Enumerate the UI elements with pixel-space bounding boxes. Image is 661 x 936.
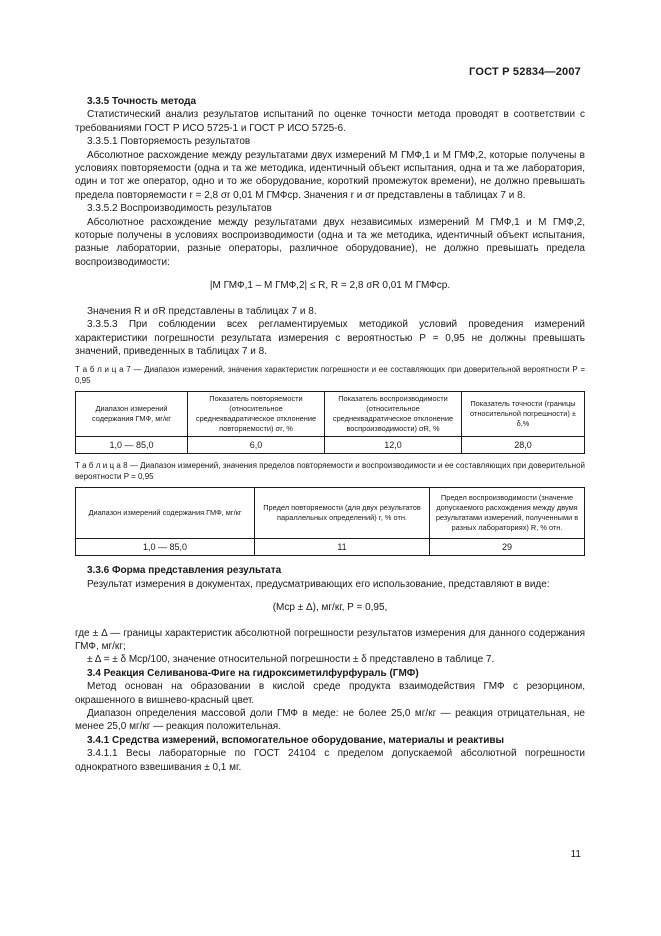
- table-8-header-cell: Предел повторяемости (для двух результатов параллельных определений) r, % отн.: [255, 488, 430, 539]
- section-3-3-6-text: Результат измерения в документах, предусматривающих его использование, представляют в виде:: [87, 578, 550, 590]
- section-3-3-5-2-text: Абсолютное расхождение между результатами двух независимых измерений M ГМФ,1 и M ГМФ,2, которые получены в условиях воспроизводимости (одна и та же методика, идентичный объект испытания, разные лаборатории, разные операторы, различное оборудование), не должно превышать предела воспроизводимости:: [75, 216, 585, 268]
- table-8-cell: 29: [430, 539, 585, 556]
- legend-relative: ± Δ = ± δ Mср/100, значение относительной погрешности ± δ представлено в таблице 7.: [87, 654, 495, 666]
- section-3-3-5-2-title: 3.3.5.2 Воспроизводимость результатов: [87, 203, 272, 215]
- section-3-3-5-3-text: 3.3.5.3 При соблюдении всех регламентируемых методикой условий проведения измерений характеристики погрешности результата измерения с вероятностью P = 0,95 не должны превышать значений, приведенных в таблицах 7 и 8.: [75, 319, 585, 357]
- standard-header: ГОСТ Р 52834—2007: [469, 66, 581, 78]
- table-7-header-cell: Показатель точности (границы относительной погрешности) ± δ,%: [462, 392, 585, 437]
- legend-delta: где ± Δ — границы характеристик абсолютной погрешности результатов измерения для данного содержания ГМФ, мг/кг;: [75, 627, 585, 652]
- table-7: [75, 391, 585, 454]
- page-number: 11: [570, 849, 581, 860]
- table-row: [76, 437, 585, 454]
- section-3-3-6-title: 3.3.6 Форма представления результата: [87, 565, 282, 577]
- table-7-header-cell: Показатель воспроизводимости (относительное среднеквадратическое отклонение воспроизводимости) σR, %: [325, 392, 462, 437]
- section-3-4-title: 3.4 Реакция Селиванова-Фиге на гидроксиметилфурфураль (ГМФ): [87, 667, 419, 679]
- section-3-3-5-title: 3.3.5 Точность метода: [87, 96, 197, 107]
- table-8: [75, 487, 585, 556]
- table-8-caption: Т а б л и ц а 8 — Диапазон измерений, значения пределов повторяемости и воспроизводимости и ее составляющих при доверительной вероятности P = 0,95: [75, 461, 585, 482]
- table-row: [76, 539, 585, 556]
- section-3-4-1-title: 3.4.1 Средства измерений, вспомогательное оборудование, материалы и реактивы: [87, 734, 505, 746]
- formula-result: (Mср ± Δ), мг/кг, P = 0,95,: [272, 602, 388, 614]
- table-7-cell: 6,0: [188, 437, 325, 454]
- section-3-4-range: Диапазон определения массовой доли ГМФ в меде: не более 25,0 мг/кг — реакция отрицательная, не менее 25,0 мг/кг — реакция положительная.: [75, 707, 585, 733]
- table-8-cell: 1,0 — 85,0: [76, 539, 255, 556]
- document-body: [75, 95, 585, 774]
- section-3-4-1-1-text: 3.4.1.1 Весы лабораторные по ГОСТ 24104 с пределом допускаемой абсолютной погрешности однократного взвешивания ± 0,1 мг.: [75, 748, 585, 773]
- table-8-header-cell: Диапазон измерений содержания ГМФ, мг/кг: [76, 488, 255, 539]
- table-7-header-cell: Диапазон измерений содержания ГМФ, мг/кг: [76, 392, 188, 437]
- section-3-3-5-text: Статистический анализ результатов испытаний по оценке точности метода проводят в соответствии с требованиями ГОСТ Р ИСО 5725-1 и ГОСТ Р ИСО 5725-6.: [75, 109, 585, 134]
- section-3-3-5-2-after: Значения R и σR представлены в таблицах 7 и 8.: [87, 305, 317, 317]
- table-7-cell: 12,0: [325, 437, 462, 454]
- section-3-3-5-1-text: Абсолютное расхождение между результатами двух измерений M ГМФ,1 и M ГМФ,2, которые получены в условиях повторяемости (одна и та же методика, идентичный объект испытания, одна и та же лаборатория, один и тот же оператор, одно и то же оборудование, короткий промежуток времени), не должно превышать предела повторяемости r = 2,8 σr 0,01 M ГМФср. Значения r и σr представлены в таблицах 7 и 8.: [75, 149, 585, 201]
- formula-reproducibility: |M ГМФ,1 – M ГМФ,2| ≤ R, R = 2,8 σR 0,01 M ГМФср.: [209, 280, 451, 292]
- table-7-cell: 28,0: [462, 437, 585, 454]
- table-8-header-row: [76, 488, 585, 539]
- table-7-header-row: [76, 392, 585, 437]
- section-3-3-5-1-title: 3.3.5.1 Повторяемость результатов: [87, 136, 251, 148]
- section-3-4-text: Метод основан на образовании в кислой среде продукта взаимодействия ГМФ с резорцином, окрашенного в вишнево-красный цвет.: [75, 681, 585, 706]
- table-8-cell: 11: [255, 539, 430, 556]
- table-8-header-cell: Предел воспроизводимости (значение допускаемого расхождения между двумя результатами измерений, полученными в разных лабораториях) R, % отн.: [430, 488, 585, 539]
- table-7-header-cell: Показатель повторяемости (относительное среднеквадратическое отклонение повторяемости) σr, %: [188, 392, 325, 437]
- table-7-cell: 1,0 — 85,0: [76, 437, 188, 454]
- table-7-caption: Т а б л и ц а 7 — Диапазон измерений, значения характеристик погрешности и ее составляющих при доверительной вероятности P = 0,95: [75, 365, 585, 386]
